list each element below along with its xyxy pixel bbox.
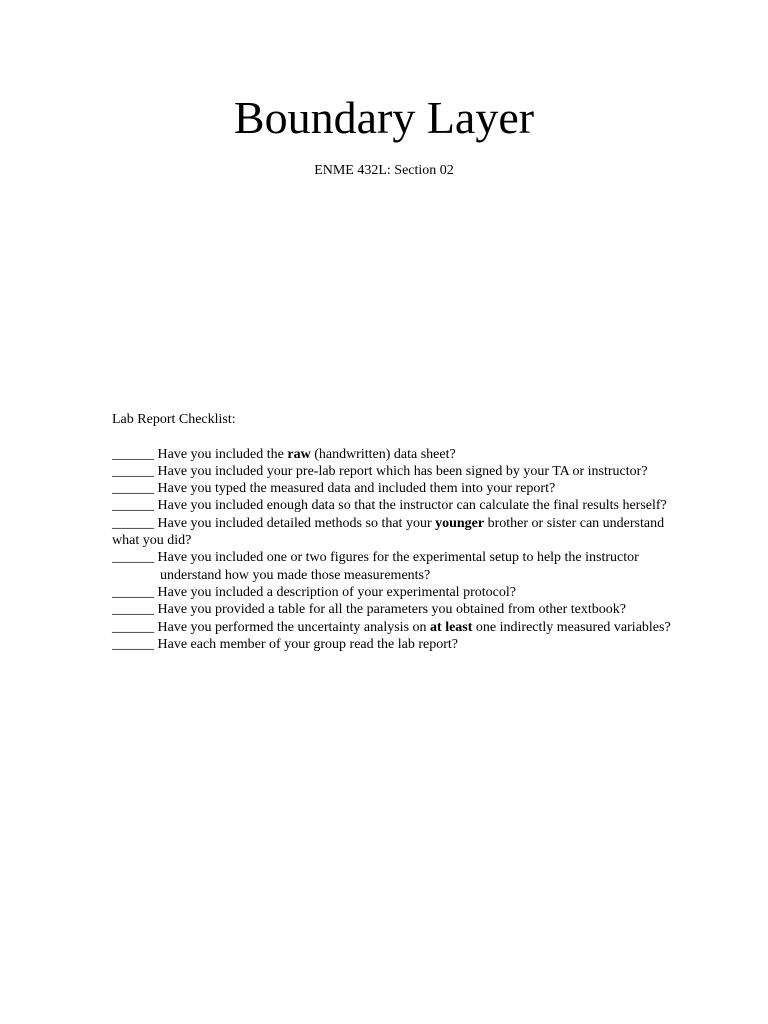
course-section: ENME 432L: Section 02 xyxy=(314,163,454,178)
checklist-item-prelab: ______ Have you included your pre-lab report which has been signed by your TA or instructor? xyxy=(112,463,648,479)
checkbox-blank[interactable]: ______ xyxy=(112,602,154,618)
checkbox-blank[interactable]: ______ xyxy=(112,584,154,600)
checkbox-blank[interactable]: ______ xyxy=(112,463,154,479)
checklist-item-figures: ______ Have you included one or two figures for the experimental setup to help the instructor xyxy=(112,550,639,566)
lab-report-checklist xyxy=(112,411,672,653)
checklist-item-parameters-table: ______ Have you provided a table for all the parameters you obtained from other textbook? xyxy=(112,602,626,618)
checklist-item-typed-data: ______ Have you typed the measured data and included them into your report? xyxy=(112,481,556,497)
checklist-item-protocol: ______ Have you included a description of your experimental protocol? xyxy=(112,584,516,600)
spacer xyxy=(112,428,672,445)
checklist-heading: Lab Report Checklist: xyxy=(112,412,236,427)
checklist-item-group-read: ______ Have each member of your group read the lab report? xyxy=(112,636,458,652)
checkbox-blank[interactable]: ______ xyxy=(112,550,154,566)
checklist-item-figures-continuation: understand how you made those measurements? xyxy=(160,567,431,583)
document-title: Boundary Layer xyxy=(233,92,535,143)
checklist-item-enough-data: ______ Have you included enough data so that the instructor can calculate the final results herself? xyxy=(112,498,667,514)
checkbox-blank[interactable]: ______ xyxy=(112,515,154,531)
checkbox-blank[interactable]: ______ xyxy=(112,636,154,652)
checkbox-blank[interactable]: ______ xyxy=(112,498,154,514)
checkbox-blank[interactable]: ______ xyxy=(112,446,154,462)
checkbox-blank[interactable]: ______ xyxy=(112,619,154,635)
checklist-item-uncertainty: ______ Have you performed the uncertainty analysis on at least one indirectly measured variables? xyxy=(112,619,671,635)
checkbox-blank[interactable]: ______ xyxy=(112,481,154,497)
checklist-item-raw-data: ______ Have you included the raw (handwritten) data sheet? xyxy=(112,446,456,462)
checklist-item-detailed-methods: ______ Have you included detailed methods so that your younger brother or sister can understand what you did? xyxy=(112,515,665,549)
